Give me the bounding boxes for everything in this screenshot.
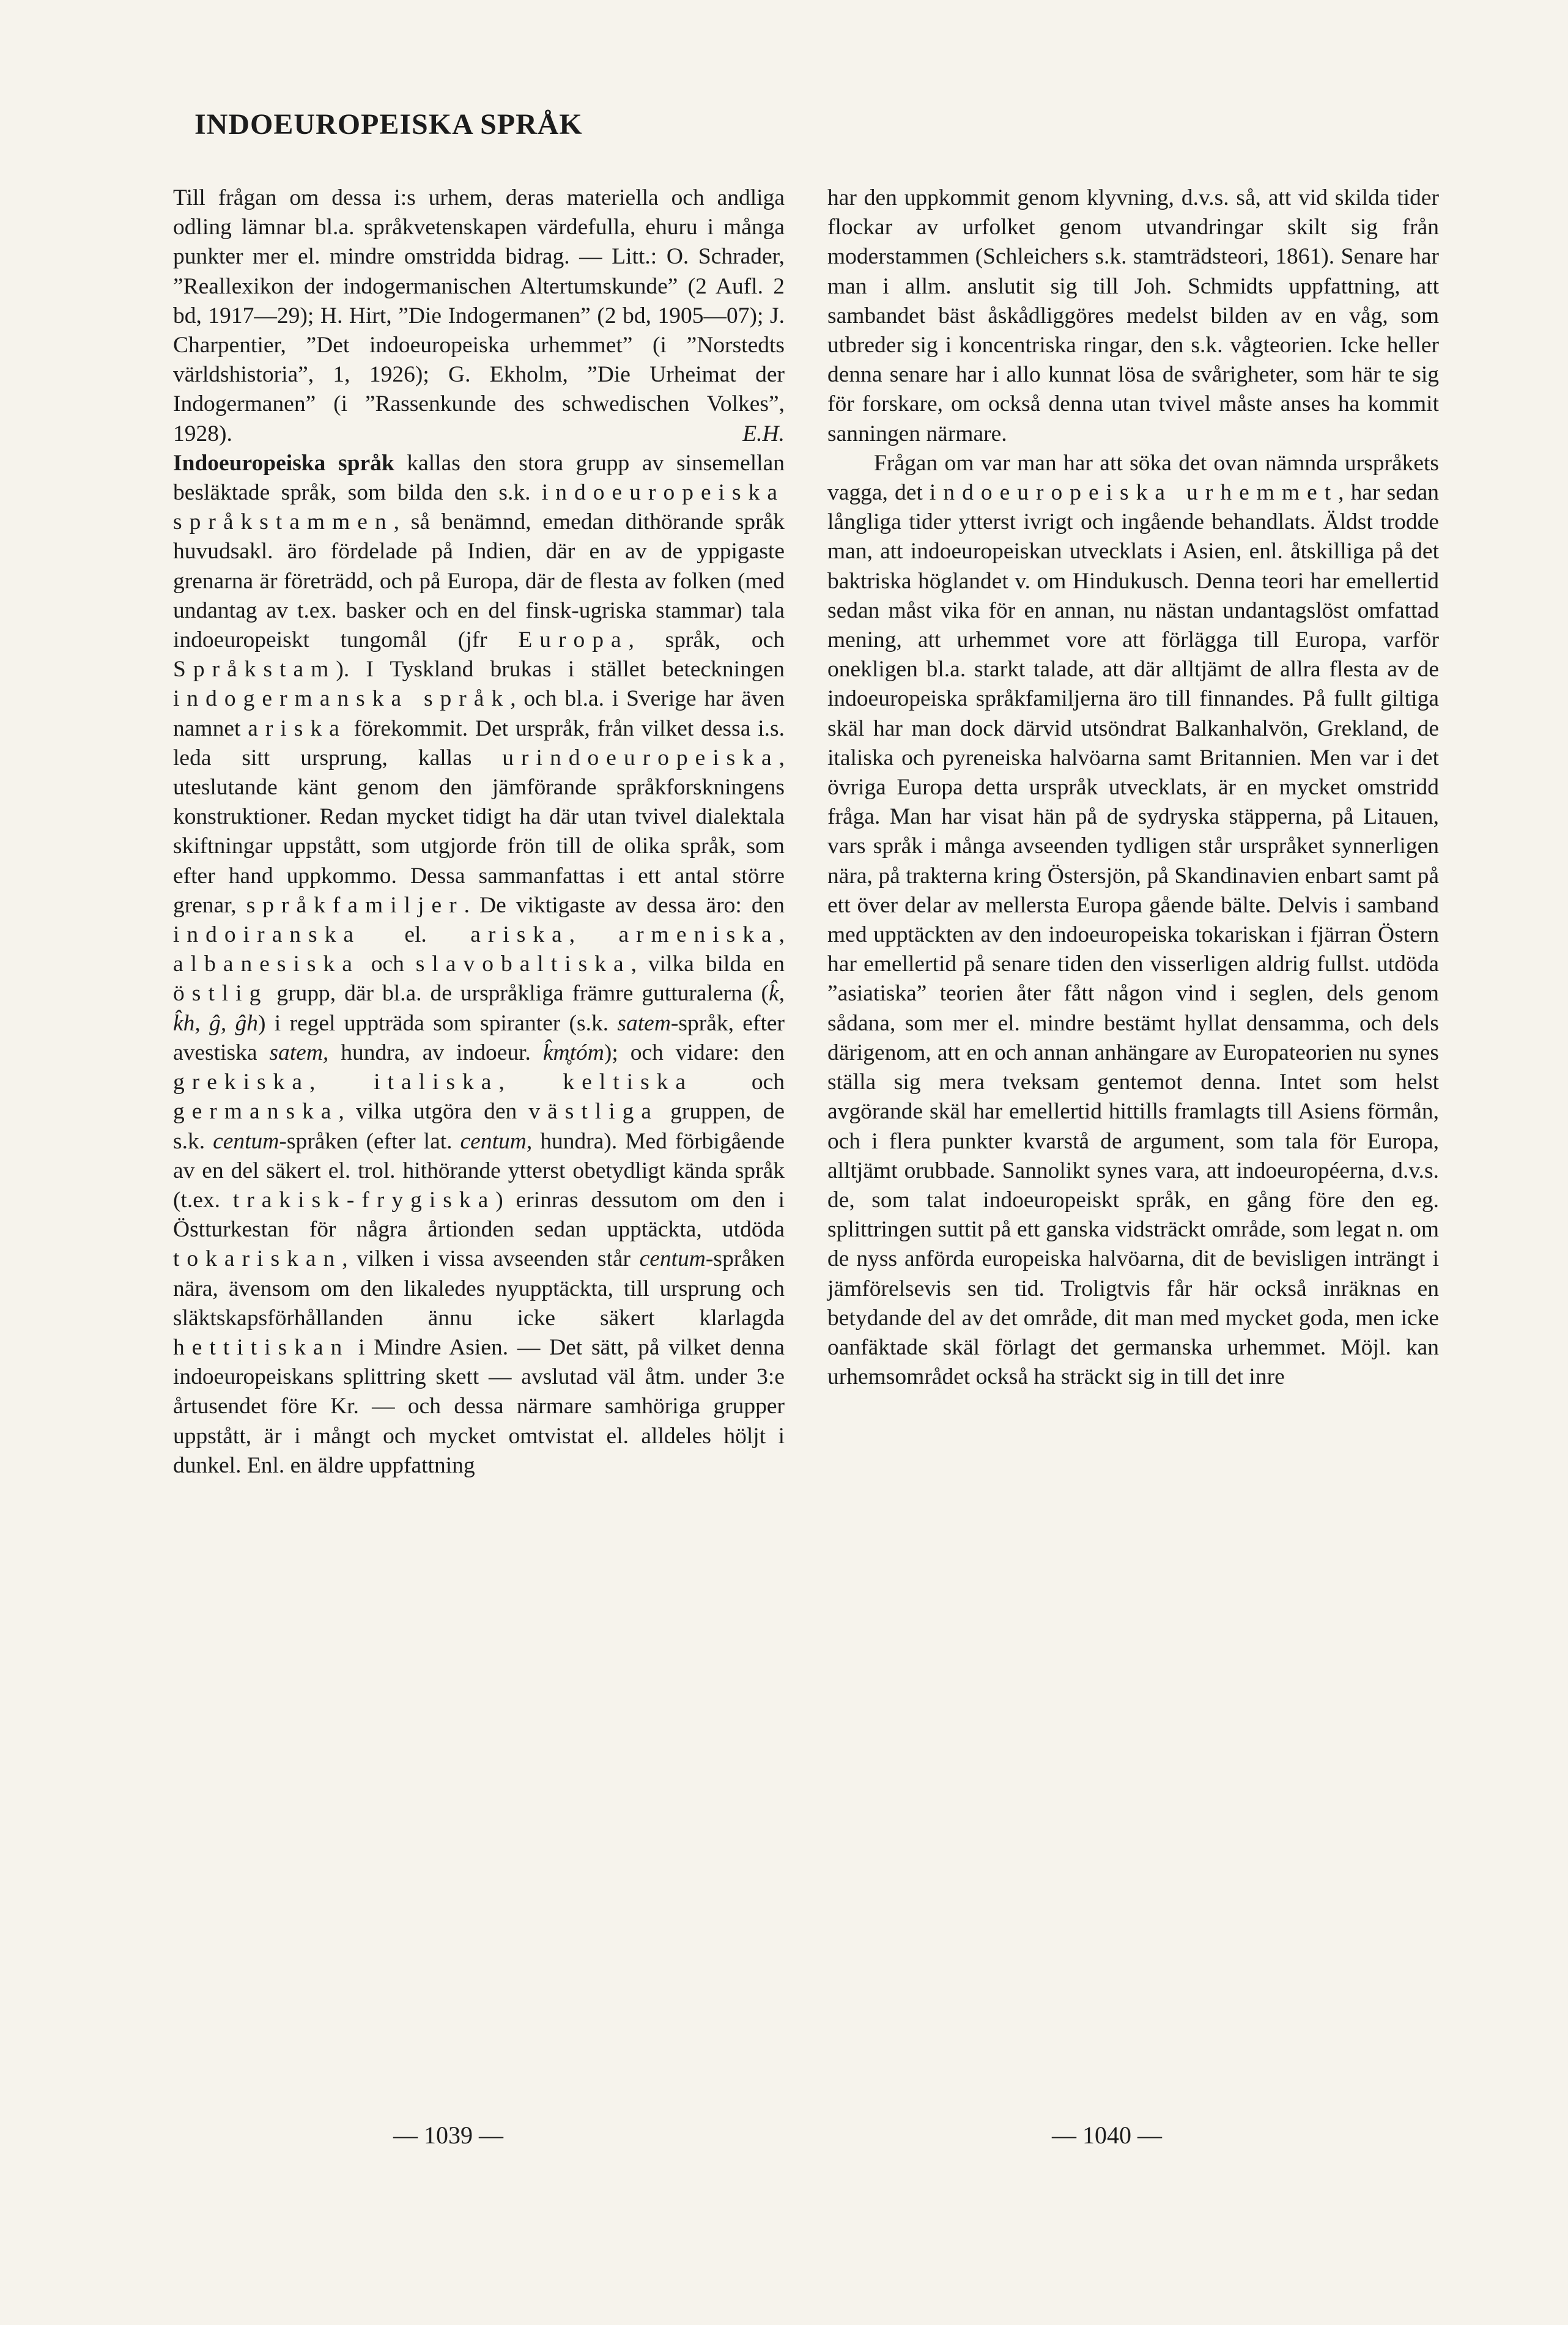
spaced-term: språkfamiljer	[246, 892, 464, 918]
spaced-term: västliga	[528, 1099, 659, 1125]
right-column	[827, 183, 1439, 1392]
spaced-term: hettitiskan	[173, 1334, 350, 1360]
spaced-term: slavobaltiska	[415, 952, 631, 977]
left-column	[173, 183, 785, 1480]
urhemmet-paragraph: Frågan om var man har att söka det ovan nämnda urspråkets vagga, det indoeuropeiska urhemmet, har sedan långliga tider ytterst ivrigt och ingående behandlats. Äldst trodde man, att indoeuropeiskan utvecklats i Asien, enl. åtskilliga på det baktriska höglandet v. om Hindukusch. Denna teori har emellertid sedan måst vika för en annan, nu nästan undantagslöst omfattad mening, att urhemmet vore att förlägga till Europa, varför onekligen bl.a. starkt talade, att där alltjämt de allra flesta av de indoeuropeiska språkfamiljerna äro till finnandes. På fullt giltiga skäl har man dock därvid utsöndrat Balkanhalvön, Grekland, de italiska och pyreneiska halvöarna samt Britannien. Men var i det övriga Europa detta urspråk utvecklats, är en mycket omstridd fråga. Man har visat hän på de sydryska stäpperna, på Litauen, vars språk i många avseenden tydligen står urspråket synnerligen nära, på trakterna kring Östersjön, på Skandinavien enbart samt på ett över delar av mellersta Europa gående bälte. Delvis i samband med upptäckten av den indoeuropeiska tokariskan i fjärran Östern har emellertid på senare tiden den visserligen aldrig fullst. utdöda ”asiatiska” teorien åter fått någon vind i seglen, dels genom sådana, som mer el. mindre bestämt hyllat densamma, och dels därigenom, att en och annan anhängare av Europateorien nu synes ställa sig mera tveksam gentemot denna. Intet som helst avgörande skäl har emellertid hittills framlagts till Asiens förmån, och i flera punkter kvarstå de argument, som tala för Europa, alltjämt orubbade. Sannolikt synes vara, att indoeuropéerna, d.v.s. de, som talat indoeuropeiskt språk, en gång före den eg. splittringen suttit på ett ganska vidsträckt område, som legat n. om de nyss anförda europeiska halvöarna, dit de bevisligen inträngt i jämförelsevis sen tid. Troligtvis får här också inräknas en betydande del av det område, dit man med mycket goda, men icke oanfäktade skäl förlagt det germanska urhemmet. Möjl. kan urhemsområdet också ha sträckt sig in till det inre	[827, 450, 1439, 1390]
spaced-term: ariska	[248, 715, 347, 741]
spaced-term: albanesiska	[173, 952, 360, 977]
italic-term: centum,	[460, 1128, 533, 1154]
spaced-term: östlig	[173, 981, 268, 1007]
italic-term: satem	[617, 1010, 671, 1036]
spaced-term: indoeuropeiska urhemmet	[929, 480, 1339, 506]
spaced-term: urindoeuropeiska	[502, 745, 779, 771]
intro-text: Till frågan om dessa i:s urhem, deras materiella och andliga odling lämnar bl.a. språkvetenskapen värdefulla, ehuru i många punkter mer el. mindre omstridda bidrag. — Litt.: O. Schrader, ”Reallexikon der indogermanischen Altertumskunde” (2 Aufl. 2 bd, 1917—29); H. Hirt, ”Die Indogermanen” (2 bd, 1905—07); J. Charpentier, ”Det indoeuropeiska urhemmet” (i ”Norstedts världshistoria”, 1, 1926); G. Ekholm, ”Die Urheimat der Indogermanen” (i ”Rassenkunde des schwedischen Volkes”, 1928).	[173, 185, 785, 446]
spaced-term: grekiska	[173, 1070, 310, 1095]
article-paragraph: Indoeuropeiska språk kallas den stora grupp av sinsemellan besläktade språk, som bilda den s.k. indoeuropeiska språkstammen, så benämnd, emedan dithörande språk huvudsakl. äro fördelade på Indien, där en av de yppigaste grenarna är företrädd, och på Europa, där de flesta av folken (med undantag av t.ex. basker och en del finsk-ugriska stammar) tala indoeuropeiskt tungomål (jfr Europa, språk, och Språkstam). I Tyskland brukas i stället beteckningen indogermanska språk, och bl.a. i Sverige har även namnet ariska förekommit. Det urspråk, från vilket dessa i.s. leda sitt ursprung, kallas urindoeuropeiska, uteslutande känt genom den jämförande språkforskningens konstruktioner. Redan mycket tidigt ha där utan tvivel dialektala skiftningar uppstått, som utgjorde frön till de olika språk, som efter hand uppkommo. Dessa sammanfattas i ett antal större grenar, språkfamiljer. De viktigaste av dessa äro: den indoiranska el. ariska, armeniska, albanesiska och slavobaltiska, vilka bilda en östlig grupp, där bl.a. de urspråkliga främre gutturalerna (k̂, k̂h, ĝ, ĝh) i regel uppträda som spiranter (s.k. satem-språk, efter avestiska satem, hundra, av indoeur. k̂m̥tóm); och vidare: den grekiska, italiska, keltiska och germanska, vilka utgöra den västliga gruppen, de s.k. centum-språken (efter lat. centum, hundra). Med förbigående av en del säkert el. trol. hithörande ytterst obetydligt kända språk (t.ex. trakisk-frygiska) erinras dessutom om den i Östturkestan för några årtionden sedan upptäckta, utdöda tokariskan, vilken i vissa avseenden står centum-språken nära, ävensom om den likaledes nyupptäckta, till ursprung och släktskapsförhållanden ännu icke säkert klarlagda hettitiskan i Mindre Asien. — Det sätt, på vilket denna indoeuropeiskans splittring skett — avslutad väl åtm. under 3:e årtusendet före Kr. — och dessa närmare samhöriga grupper uppstått, är i mångt och mycket omtvistat el. alldeles höljt i dunkel. Enl. en äldre uppfattning	[173, 450, 785, 1478]
intro-paragraph	[173, 183, 785, 449]
spaced-term: Språkstam	[173, 657, 336, 682]
italic-term: centum	[639, 1246, 706, 1272]
italic-term: centum	[213, 1128, 279, 1154]
continuation-paragraph: har den uppkommit genom klyvning, d.v.s. så, att vid skilda tider flockar av urfolket genom utvandringar skilt sig från moderstammen (Schleichers s.k. stamträdsteori, 1861). Senare har man i allm. anslutit sig till Joh. Schmidts uppfattning, att sambandet bäst åskådliggöres medelst bilden av en våg, som utbreder sig i koncentriska ringar, den s.k. vågteorien. Icke heller denna senare har i allo kunnat lösa de svårigheter, som här te sig för forskare, om också denna utan tvivel måste anses ha kommit sanningen närmare.	[827, 185, 1439, 446]
italic-term: k̂m̥tóm	[542, 1040, 604, 1065]
spaced-term: italiska	[374, 1070, 499, 1095]
author-signature: E.H.	[742, 421, 785, 446]
italic-term: k̂, k̂h, ĝ, ĝh	[173, 981, 785, 1036]
spaced-term: keltiska	[563, 1070, 693, 1095]
spaced-term: indoiranska	[173, 922, 361, 948]
spaced-term: armeniska	[618, 922, 779, 948]
spaced-term: indoeuropeiska språkstammen	[173, 480, 785, 535]
spaced-term: indogermanska språk	[173, 686, 511, 712]
page-number-left: — 1039 —	[393, 2121, 503, 2149]
spaced-term: ariska	[470, 922, 569, 948]
spaced-term: tokariskan	[173, 1246, 342, 1272]
article-headword: Indoeuropeiska språk	[173, 450, 394, 476]
italic-term: satem,	[269, 1040, 329, 1065]
spaced-term: trakisk-frygiska	[232, 1187, 496, 1213]
spaced-term: germanska	[173, 1099, 339, 1125]
page-header: INDOEUROPEISKA SPRÅK	[194, 108, 583, 141]
page-number-right: — 1040 —	[1052, 2121, 1162, 2149]
spaced-term: Europa	[518, 627, 629, 653]
